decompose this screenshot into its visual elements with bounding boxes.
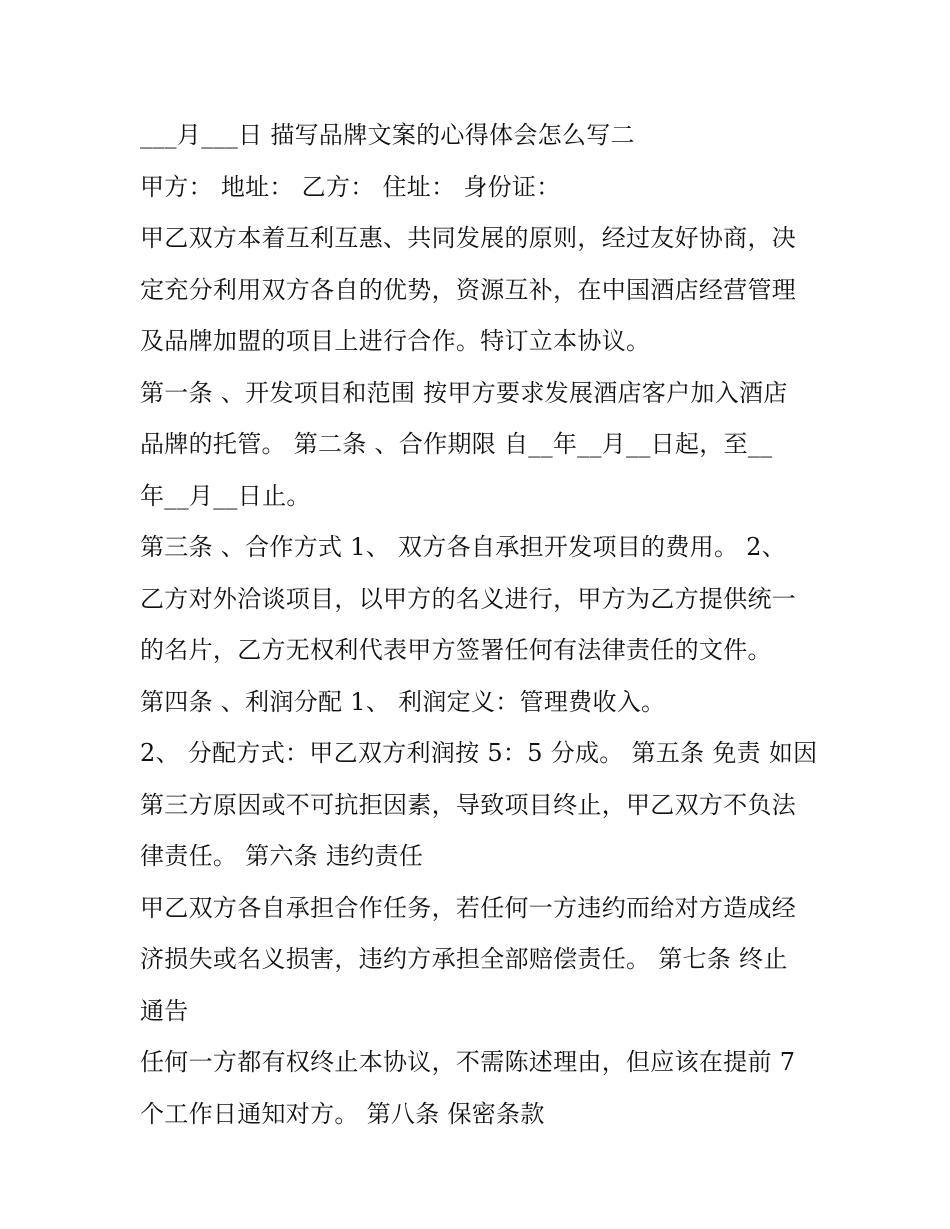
text-line: 甲乙双方各自承担合作任务，若任何一方违约而给对方造成经: [140, 893, 797, 922]
text-line: 年__月__日止。: [140, 481, 311, 510]
document-body: [140, 110, 820, 1140]
text-line: 个工作日通知对方。 第八条 保密条款: [140, 1099, 545, 1128]
text-line: 2、 分配方式：甲乙双方利润按 5：5 分成。 第五条 免责 如因: [140, 739, 818, 767]
text-line: 第三条 、合作方式 1、 双方各自承担开发项目的费用。 2、: [140, 533, 787, 561]
title-line: ___月___日 描写品牌文案的心得体会怎么写二: [140, 121, 635, 149]
text-line: 第三方原因或不可抗拒因素，导致项目终止，甲乙双方不负法: [140, 790, 797, 819]
text-line: 第一条 、开发项目和范围 按甲方要求发展酒店客户加入酒店: [140, 378, 788, 407]
text-line: 任何一方都有权终止本协议，不需陈述理由，但应该在提前 7: [140, 1048, 796, 1076]
text-line: 及品牌加盟的项目上进行合作。特订立本协议。: [140, 327, 651, 355]
text-line: 定充分利用双方各自的优势，资源互补，在中国酒店经营管理: [140, 275, 797, 304]
text-line: 的名片，乙方无权利代表甲方签署任何有法律责任的文件。: [140, 636, 772, 664]
text-line: 第四条 、利润分配 1、 利润定义：管理费收入。: [140, 687, 666, 716]
text-line: 品牌的托管。 第二条 、合作期限 自__年__月__日起，至__: [140, 430, 773, 458]
text-line: 律责任。 第六条 违约责任: [140, 842, 424, 870]
text-line: 甲乙双方本着互利互惠、共同发展的原则，经过友好协商，决: [140, 224, 797, 252]
parties-line: 甲方： 地址： 乙方： 住址： 身份证：: [140, 172, 561, 201]
text-line: 济损失或名义损害，违约方承担全部赔偿责任。 第七条 终止: [140, 945, 788, 973]
text-line: 乙方对外洽谈项目，以甲方的名义进行，甲方为乙方提供统一: [140, 584, 797, 613]
text-line: 通告: [140, 996, 189, 1025]
